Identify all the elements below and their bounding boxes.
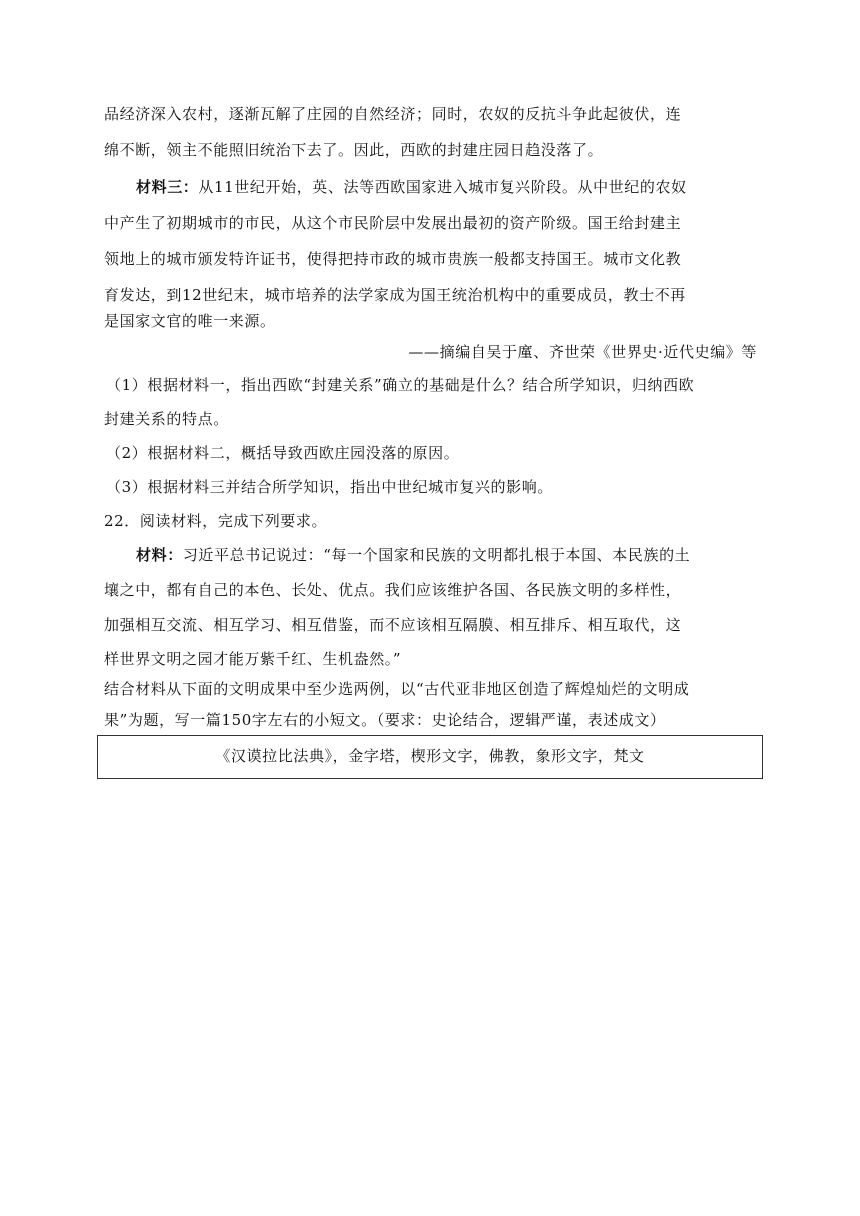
options-box-text: 《汉谟拉比法典》，金字塔，楔形文字，佛教，象形文字，梵文 (215, 747, 645, 765)
material3-source: ——摘编自吴于廑、齐世荣《世界史·近代史编》等 (408, 343, 757, 361)
question-1-line2: 封建关系的特点。 (104, 410, 229, 428)
options-box (97, 735, 763, 779)
question-22-heading: 22．阅读材料，完成下列要求。 (104, 512, 328, 530)
para1-line1: 品经济深入农村，逐渐瓦解了庄园的自然经济；同时，农奴的反抗斗争此起彼伏，连 (104, 105, 682, 123)
material3-line4: 育发达，到12世纪末，城市培养的法学家成为国王统治机构中的重要成员，教士不再 (104, 286, 686, 304)
material3-line2: 中产生了初期城市的市民，从这个市民阶层中发展出最初的资产阶级。国王给封建主 (104, 214, 682, 232)
material3-line1 (136, 177, 860, 197)
material-line1-text: 习近平总书记说过：“每一个国家和民族的文明都扎根于本国、本民族的土 (182, 546, 691, 564)
para1-line2: 绵不断，领主不能照旧统治下去了。因此，西欧的封建庄园日趋没落了。 (104, 141, 604, 159)
question-2: （2）根据材料二，概括导致西欧庄园没落的原因。 (106, 444, 460, 462)
material3-line1-text: 从11世纪开始，英、法等西欧国家进入城市复兴阶段。从中世纪的农奴 (198, 178, 687, 196)
question-3: （3）根据材料三并结合所学知识，指出中世纪城市复兴的影响。 (106, 478, 553, 496)
question-1-line1: （1）根据材料一，指出西欧“封建关系”确立的基础是什么？结合所学知识，归纳西欧 (106, 376, 695, 394)
material-line2: 壤之中，都有自己的本色、长处、优点。我们应该维护各国、各民族文明的多样性， (104, 581, 682, 599)
task-line2: 果”为题，写一篇150字左右的小短文。（要求：史论结合，逻辑严谨，表述成文） (104, 711, 666, 729)
material-line3: 加强相互交流、相互学习、相互借鉴，而不应该相互隔膜、相互排斥、相互取代，这 (104, 616, 682, 634)
task-line1: 结合材料从下面的文明成果中至少选两例，以“古代亚非地区创造了辉煌灿烂的文明成 (104, 680, 690, 698)
material-label: 材料： (136, 546, 183, 564)
material3-label: 材料三： (136, 178, 199, 196)
material-line4: 样世界文明之园才能万紫千红、生机盎然。” (104, 650, 402, 668)
material3-line3: 领地上的城市颁发特许证书，使得把持市政的城市贵族一般都支持国王。城市文化教 (104, 250, 682, 268)
material3-line5: 是国家文官的唯一来源。 (104, 312, 276, 330)
material-line1 (136, 545, 860, 565)
